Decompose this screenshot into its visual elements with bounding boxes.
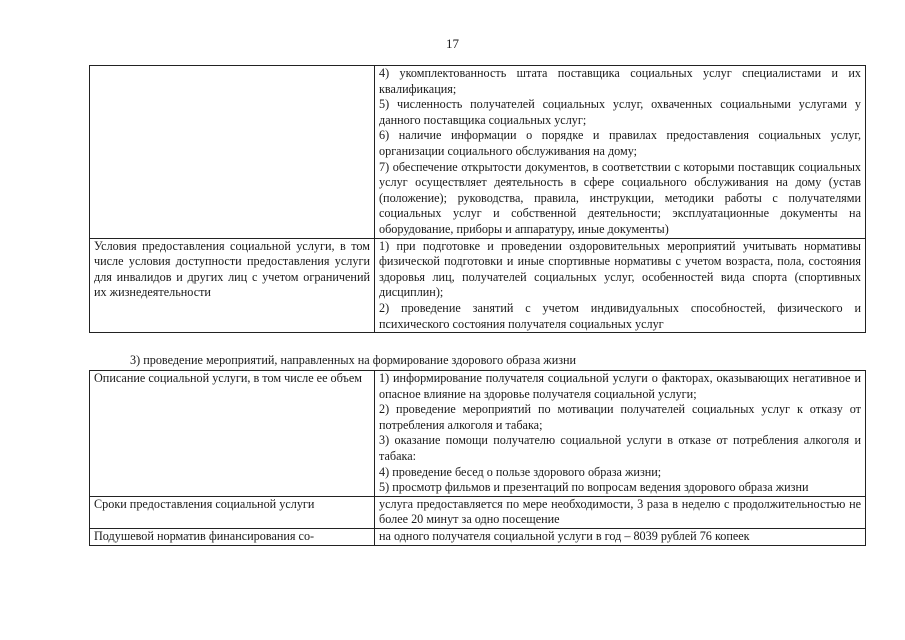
list-item: 5) просмотр фильмов и презентаций по вопросам ведения здорового образа жизни xyxy=(379,480,809,495)
list-item: 1) при подготовке и проведении оздоровительных мероприятий учитывать нормативы физической подготовки и иные спортивные нормативы с учетом возраста, пола, состояния здоровья лиц, получателей социальных услуг, особенностей вида спорта (спортивных дисциплин); xyxy=(379,238,861,300)
table-row xyxy=(90,371,866,497)
row-content xyxy=(375,371,866,497)
list-item: 7) обеспечение открытости документов, в соответствии с которыми поставщик социальных услуг осуществляет деятельность в сфере социального обслуживания на дому (устав (положение); руководства, правила, инструкции, методики работы с получателями социальных услуг и собственной деятельности; эксплуатационные документы на оборудование, приборы и аппаратуру, иные документы) xyxy=(379,159,861,236)
section-title: 3) проведение мероприятий, направленных на формирование здорового образа жизни xyxy=(130,353,577,367)
requirements-table xyxy=(89,65,866,333)
list-item: 2) проведение мероприятий по мотивации получателей социальных услуг к отказу от потребления алкоголя и табака; xyxy=(379,402,861,432)
table-row xyxy=(90,66,866,239)
row-content xyxy=(375,66,866,239)
table-row xyxy=(90,528,866,545)
service-table xyxy=(89,370,866,546)
row-label: Описание социальной услуги, в том числе ее объем xyxy=(90,371,375,497)
table-row xyxy=(90,238,866,333)
row-label: Условия предоставления социальной услуги, в том числе условия доступности предоставления услуги для инвалидов и других лиц с учетом ограничений их жизнедеятельности xyxy=(90,238,375,333)
page-number: 17 xyxy=(446,36,459,51)
row-content: услуга предоставляется по мере необходимости, 3 раза в неделю с продолжительностью не более 20 минут за одно посещение xyxy=(375,496,866,528)
list-item: 4) проведение бесед о пользе здорового образа жизни; xyxy=(379,464,662,479)
row-label: Сроки предоставления социальной услуги xyxy=(90,496,375,528)
list-item: 3) оказание помощи получателю социальной услуги в отказе от потребления алкоголя и табака: xyxy=(379,433,861,463)
row-label-empty xyxy=(90,66,375,239)
list-item: 5) численность получателей социальных услуг, охваченных социальными услугами у данного поставщика социальных услуг; xyxy=(379,97,861,127)
list-item: 1) информирование получателя социальной услуги о факторах, оказывающих негативное и опасное влияние на здоровье получателя социальной услуги; xyxy=(379,371,861,401)
row-content: на одного получателя социальной услуги в год – 8039 рублей 76 копеек xyxy=(375,528,866,545)
list-item: 4) укомплектованность штата поставщика социальных услуг специалистами и их квалификация; xyxy=(379,66,861,96)
list-item: 2) проведение занятий с учетом индивидуальных способностей, физического и психического состояния получателя социальных услуг xyxy=(379,300,861,331)
table-row xyxy=(90,496,866,528)
row-label: Подушевой норматив финансирования со- xyxy=(90,528,375,545)
row-content xyxy=(375,238,866,333)
list-item: 6) наличие информации о порядке и правилах предоставления социальных услуг, организации социального обслуживания на дому; xyxy=(379,128,861,158)
